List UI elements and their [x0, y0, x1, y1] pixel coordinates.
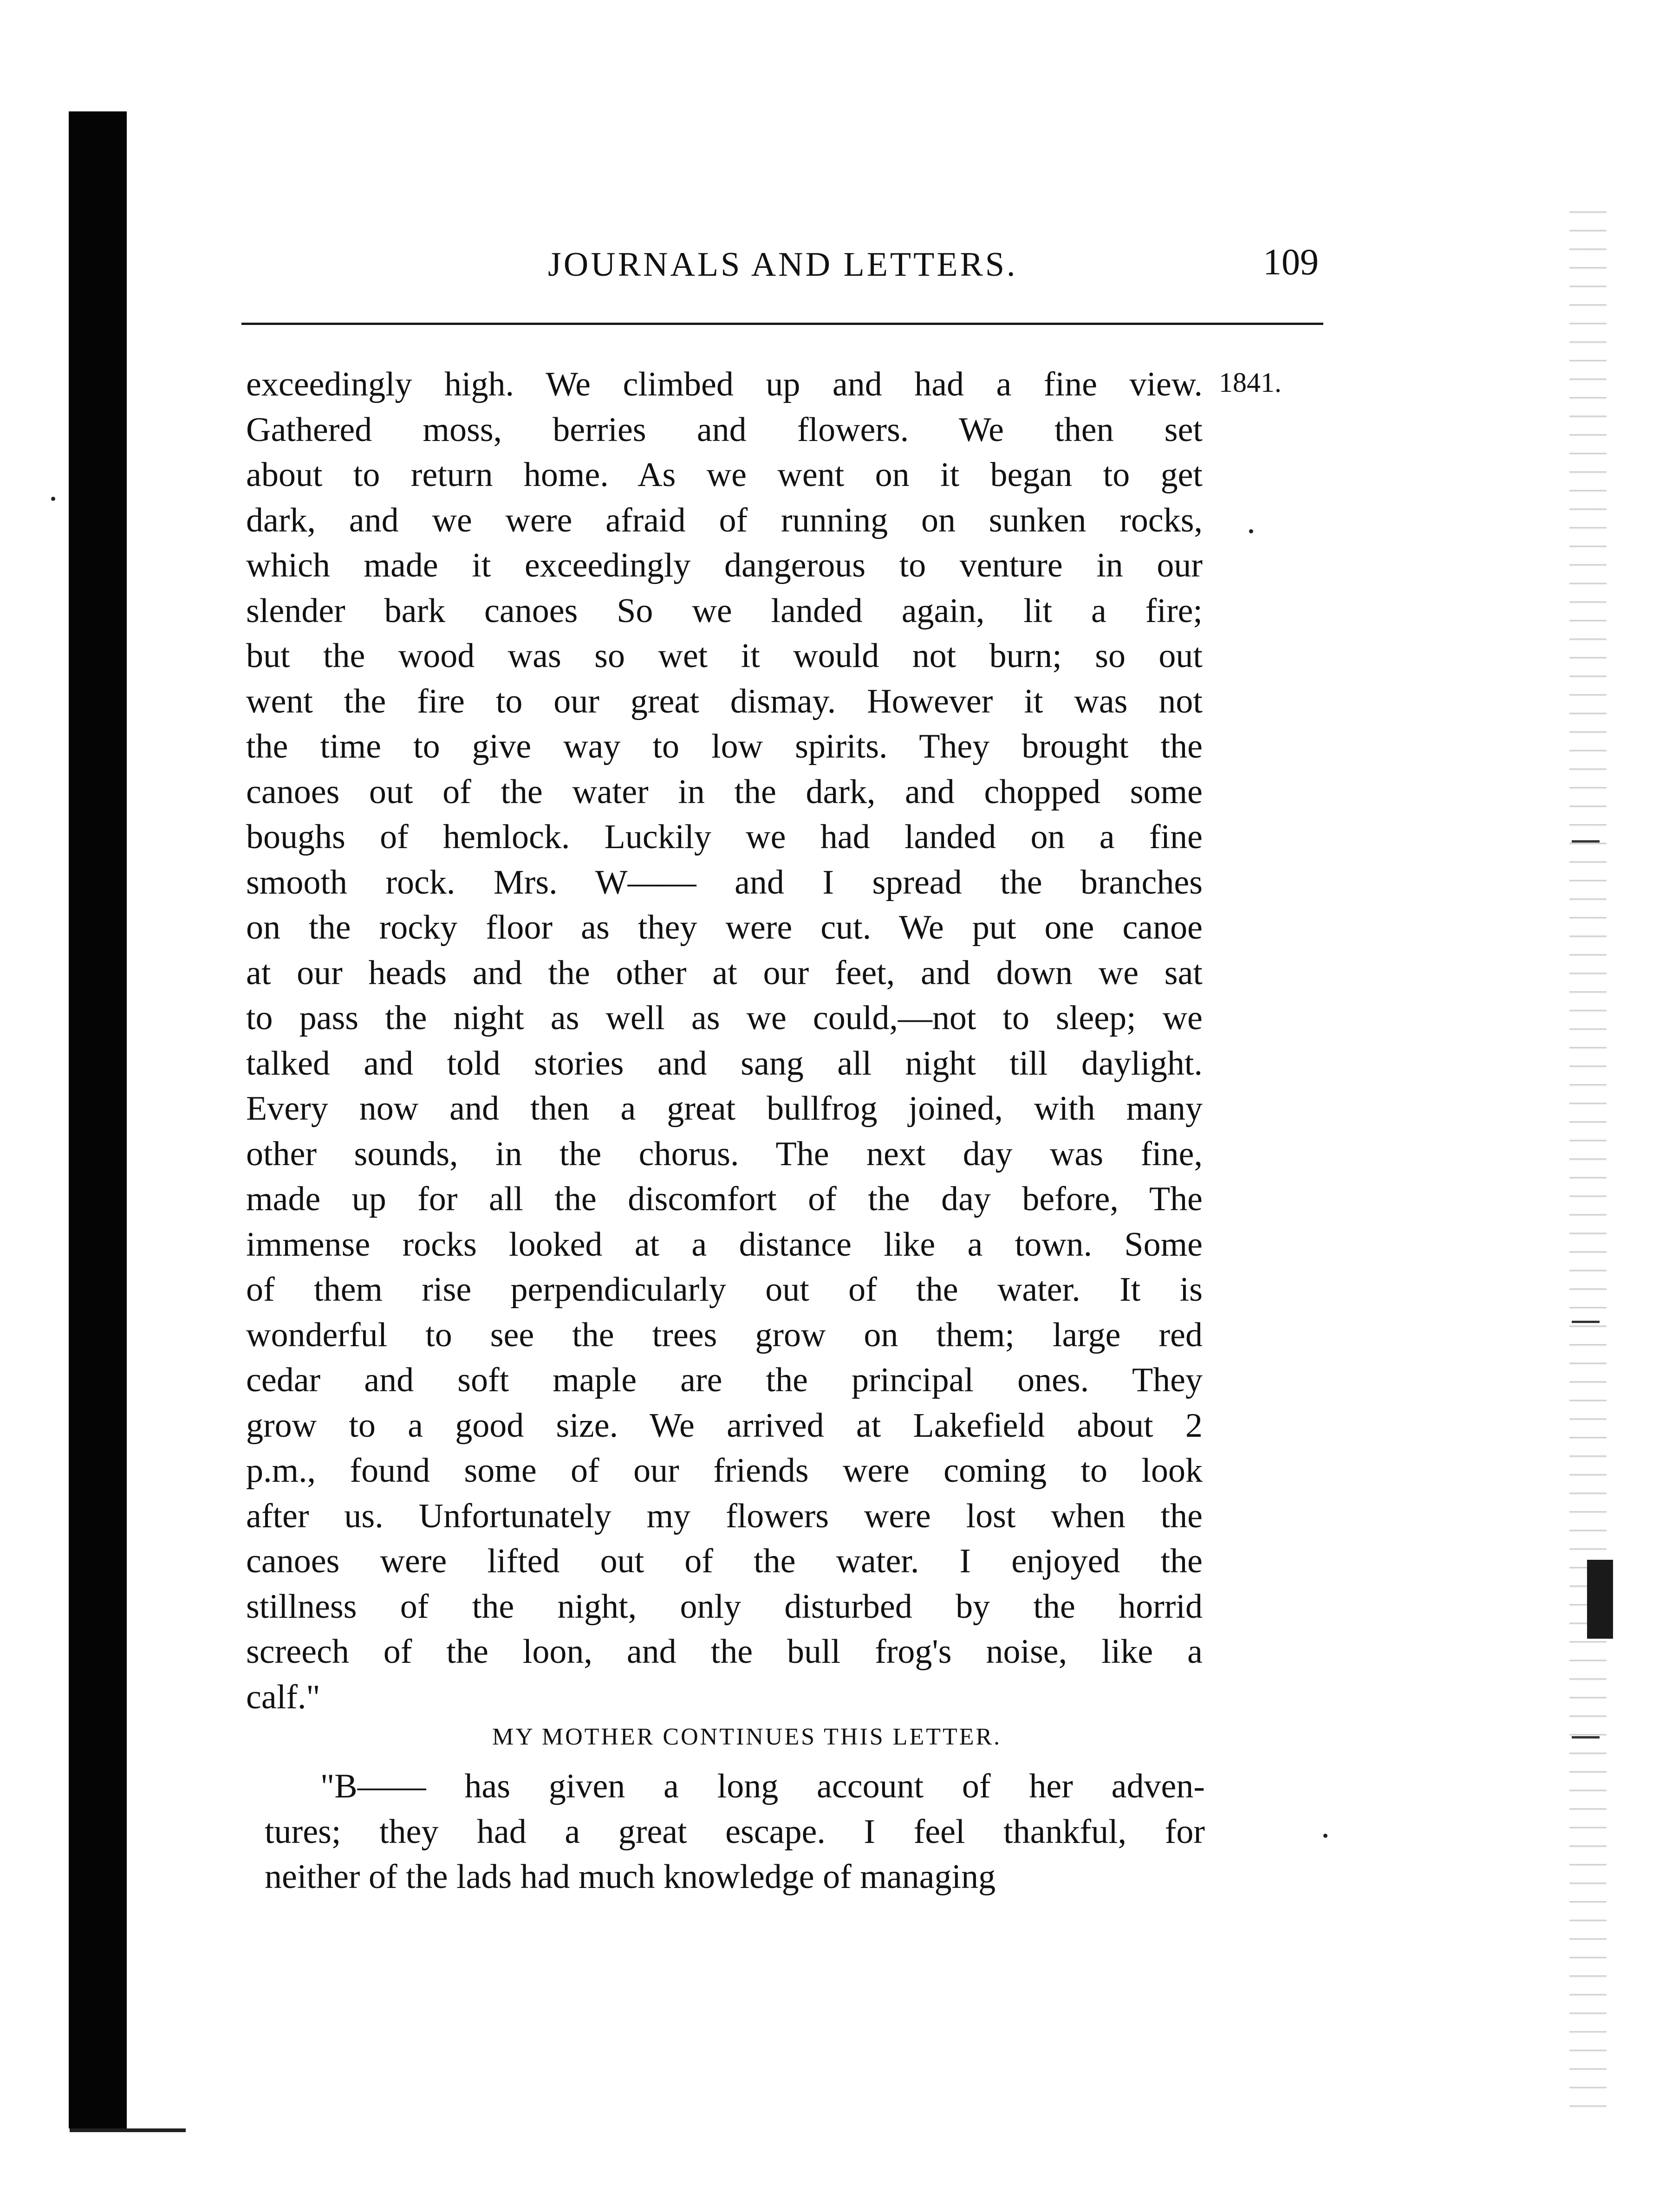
spine-foot-mark	[70, 2128, 186, 2132]
text-line: "B—— has given a long account of her adven-	[320, 1767, 1205, 1805]
text-line: neither of the lads had much knowledge of managing	[265, 1858, 996, 1896]
text-line: canoes were lifted out of the water. I enjoyed the	[246, 1542, 1203, 1580]
text-line: smooth rock. Mrs. W—— and I spread the branches	[246, 863, 1203, 902]
text-line: canoes out of the water in the dark, and chopped some	[246, 772, 1203, 811]
section-subheading: MY MOTHER CONTINUES THIS LETTER.	[492, 1724, 1002, 1750]
text-line: stillness of the night, only disturbed by the horrid	[246, 1587, 1203, 1626]
text-line: slender bark canoes So we landed again, lit a fire;	[246, 591, 1203, 630]
text-line: went the fire to our great dismay. However it was not	[246, 682, 1203, 720]
letter-paragraph	[246, 362, 1203, 1720]
scan-speck	[51, 497, 55, 501]
header-rule	[241, 323, 1323, 325]
text-line: cedar and soft maple are the principal ones. They	[246, 1361, 1203, 1399]
text-line: to pass the night as well as we could,—not to sleep; we	[246, 999, 1203, 1037]
text-line: about to return home. As we went on it began to get	[246, 456, 1203, 494]
text-line: Every now and then a great bullfrog joined, with many	[246, 1090, 1203, 1128]
text-line: grow to a good size. We arrived at Lakefield about 2	[246, 1406, 1203, 1445]
text-line: screech of the loon, and the bull frog's noise, like a	[246, 1633, 1203, 1671]
text-line: boughs of hemlock. Luckily we had landed on a fine	[246, 818, 1203, 856]
text-line: talked and told stories and sang all night till daylight.	[246, 1044, 1203, 1083]
right-edge-tick	[1572, 840, 1600, 843]
text-line: on the rocky floor as they were cut. We put one canoe	[246, 908, 1203, 947]
text-line: which made it exceedingly dangerous to venture in our	[246, 546, 1203, 584]
right-edge-scan-block	[1587, 1560, 1613, 1639]
book-spine-shadow	[69, 111, 127, 2128]
text-line: immense rocks looked at a distance like a town. Some	[246, 1225, 1203, 1264]
text-line: dark, and we were afraid of running on sunken rocks,	[246, 501, 1203, 539]
scan-speck	[1249, 529, 1253, 533]
text-line: tures; they had a great escape. I feel thankful, for	[265, 1812, 1205, 1851]
margin-year: 1841.	[1219, 367, 1282, 398]
text-line: calf."	[246, 1678, 320, 1716]
text-line: of them rise perpendicularly out of the water. It is	[246, 1271, 1203, 1309]
text-line: made up for all the discomfort of the day before, The	[246, 1180, 1203, 1218]
scan-speck	[1323, 1834, 1327, 1838]
right-edge-scan-noise	[1569, 195, 1607, 2121]
text-line: other sounds, in the chorus. The next day was fine,	[246, 1135, 1203, 1173]
text-line: p.m., found some of our friends were coming to look	[246, 1452, 1203, 1490]
text-line: after us. Unfortunately my flowers were lost when the	[246, 1497, 1203, 1535]
text-line: exceedingly high. We climbed up and had a fine view.	[246, 365, 1203, 403]
text-line: but the wood was so wet it would not burn; so out	[246, 637, 1203, 675]
right-edge-tick	[1572, 1736, 1600, 1738]
text-line: wonderful to see the trees grow on them; large red	[246, 1316, 1203, 1354]
continuation-paragraph	[265, 1764, 1205, 1900]
right-edge-tick	[1572, 1321, 1600, 1323]
text-line: Gathered moss, berries and flowers. We then set	[246, 410, 1203, 449]
text-line: at our heads and the other at our feet, and down we sat	[246, 954, 1203, 992]
page-number: 109	[1263, 242, 1319, 283]
text-line: the time to give way to low spirits. They brought the	[246, 727, 1203, 765]
running-head: JOURNALS AND LETTERS.	[548, 246, 1018, 284]
